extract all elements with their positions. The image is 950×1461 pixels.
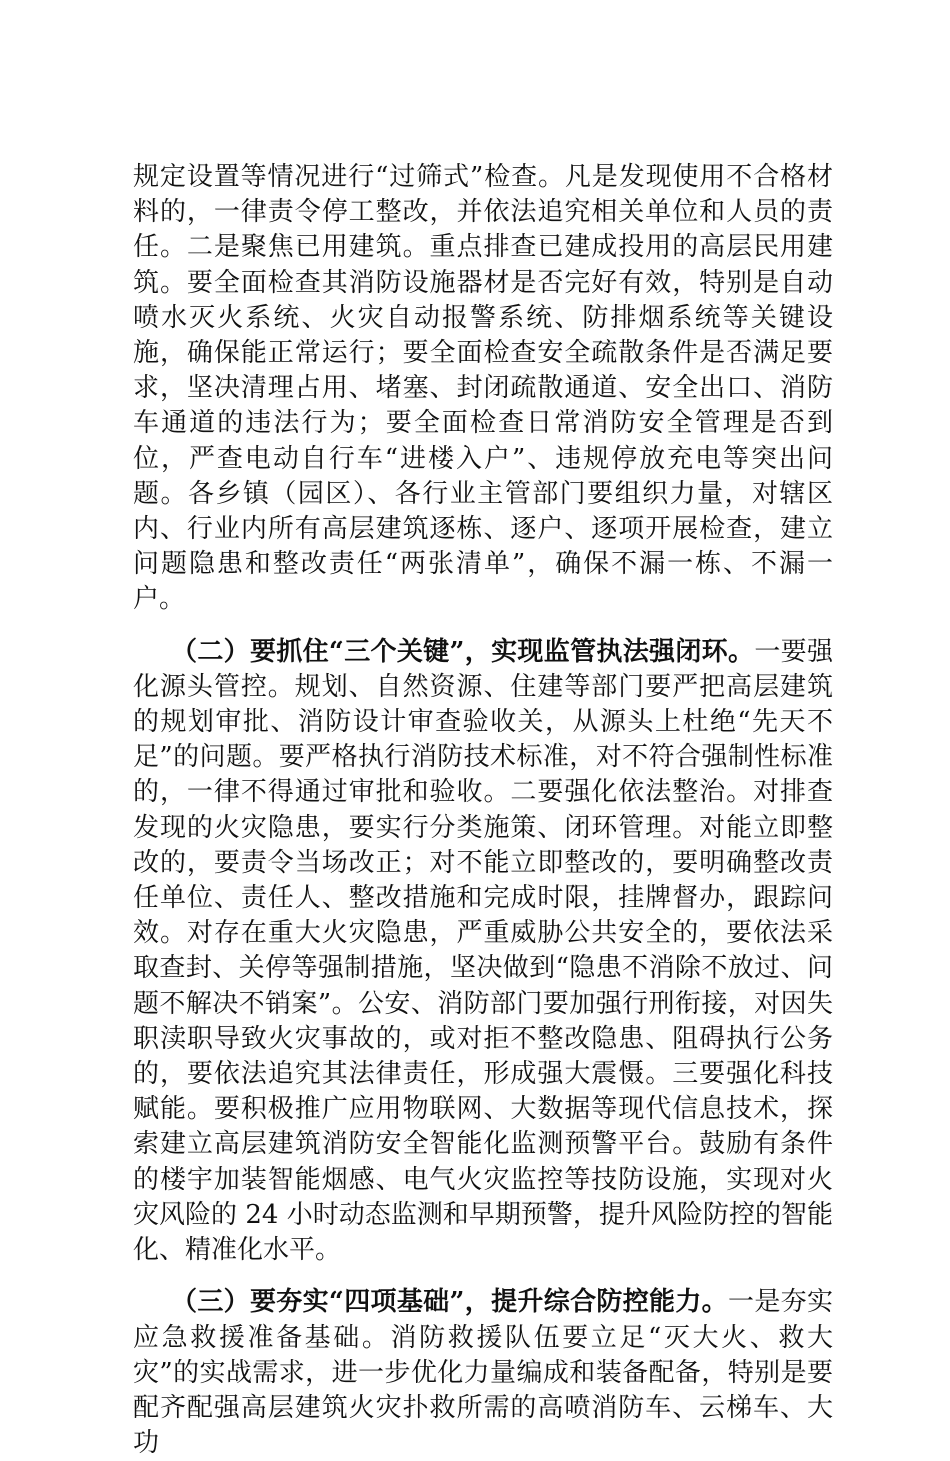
paragraph-3 (133, 1285, 833, 1461)
paragraph-1-body: 规定设置等情况进行“过筛式”检查。凡是发现使用不合格材料的，一律责令停工整改，并依法追究相关单位和人员的责任。二是聚焦已用建筑。重点排查已建成投用的高层民用建筑。要全面检查其消防设施器材是否完好有效，特别是自动喷水灭火系统、火灾自动报警系统、防排烟系统等关键设施，确保能正常运行；要全面检查安全疏散条件是否满足要求，坚决清理占用、堵塞、封闭疏散通道、安全出口、消防车通道的违法行为；要全面检查日常消防安全管理是否到位，严查电动自行车“进楼入户”、违规停放充电等突出问题。各乡镇（园区）、各行业主管部门要组织力量，对辖区内、行业内所有高层建筑逐栋、逐户、逐项开展检查，建立问题隐患和整改责任“两张清单”，确保不漏一栋、不漏一户。 (133, 162, 833, 615)
section-2-heading: （二）要抓住“三个关键”，实现监管执法强闭环。 (171, 636, 755, 667)
document-page (133, 160, 833, 1461)
section-3-heading: （三）要夯实“四项基础”，提升综合防控能力。 (171, 1287, 729, 1318)
paragraph-2 (133, 635, 833, 1269)
paragraph-3-body: 一是夯实应急救援准备基础。消防救援队伍要立足“灭大火、救大灾”的实战需求，进一步优化力量编成和装备配备，特别是要配齐配强高层建筑火灾扑救所需的高喷消防车、云梯车、大功 (133, 1287, 833, 1459)
paragraph-1 (133, 160, 833, 618)
paragraph-2-body: 一要强化源头管控。规划、自然资源、住建等部门要严把高层建筑的规划审批、消防设计审查验收关，从源头上杜绝“先天不足”的问题。要严格执行消防技术标准，对不符合强制性标准的，一律不得通过审批和验收。二要强化依法整治。对排查发现的火灾隐患，要实行分类施策、闭环管理。对能立即整改的，要责令当场改正；对不能立即整改的，要明确整改责任单位、责任人、整改措施和完成时限，挂牌督办，跟踪问效。对存在重大火灾隐患，严重威胁公共安全的，要依法采取查封、关停等强制措施，坚决做到“隐患不消除不放过、问题不解决不销案”。公安、消防部门要加强行刑衔接，对因失职渎职导致火灾事故的，或对拒不整改隐患、阻碍执行公务的，要依法追究其法律责任，形成强大震慑。三要强化科技赋能。要积极推广应用物联网、大数据等现代信息技术，探索建立高层建筑消防安全智能化监测预警平台。鼓励有条件的楼宇加装智能烟感、电气火灾监控等技防设施，实现对火灾风险的 24 小时动态监测和早期预警，提升风险防控的智能化、精准化水平。 (133, 636, 833, 1266)
